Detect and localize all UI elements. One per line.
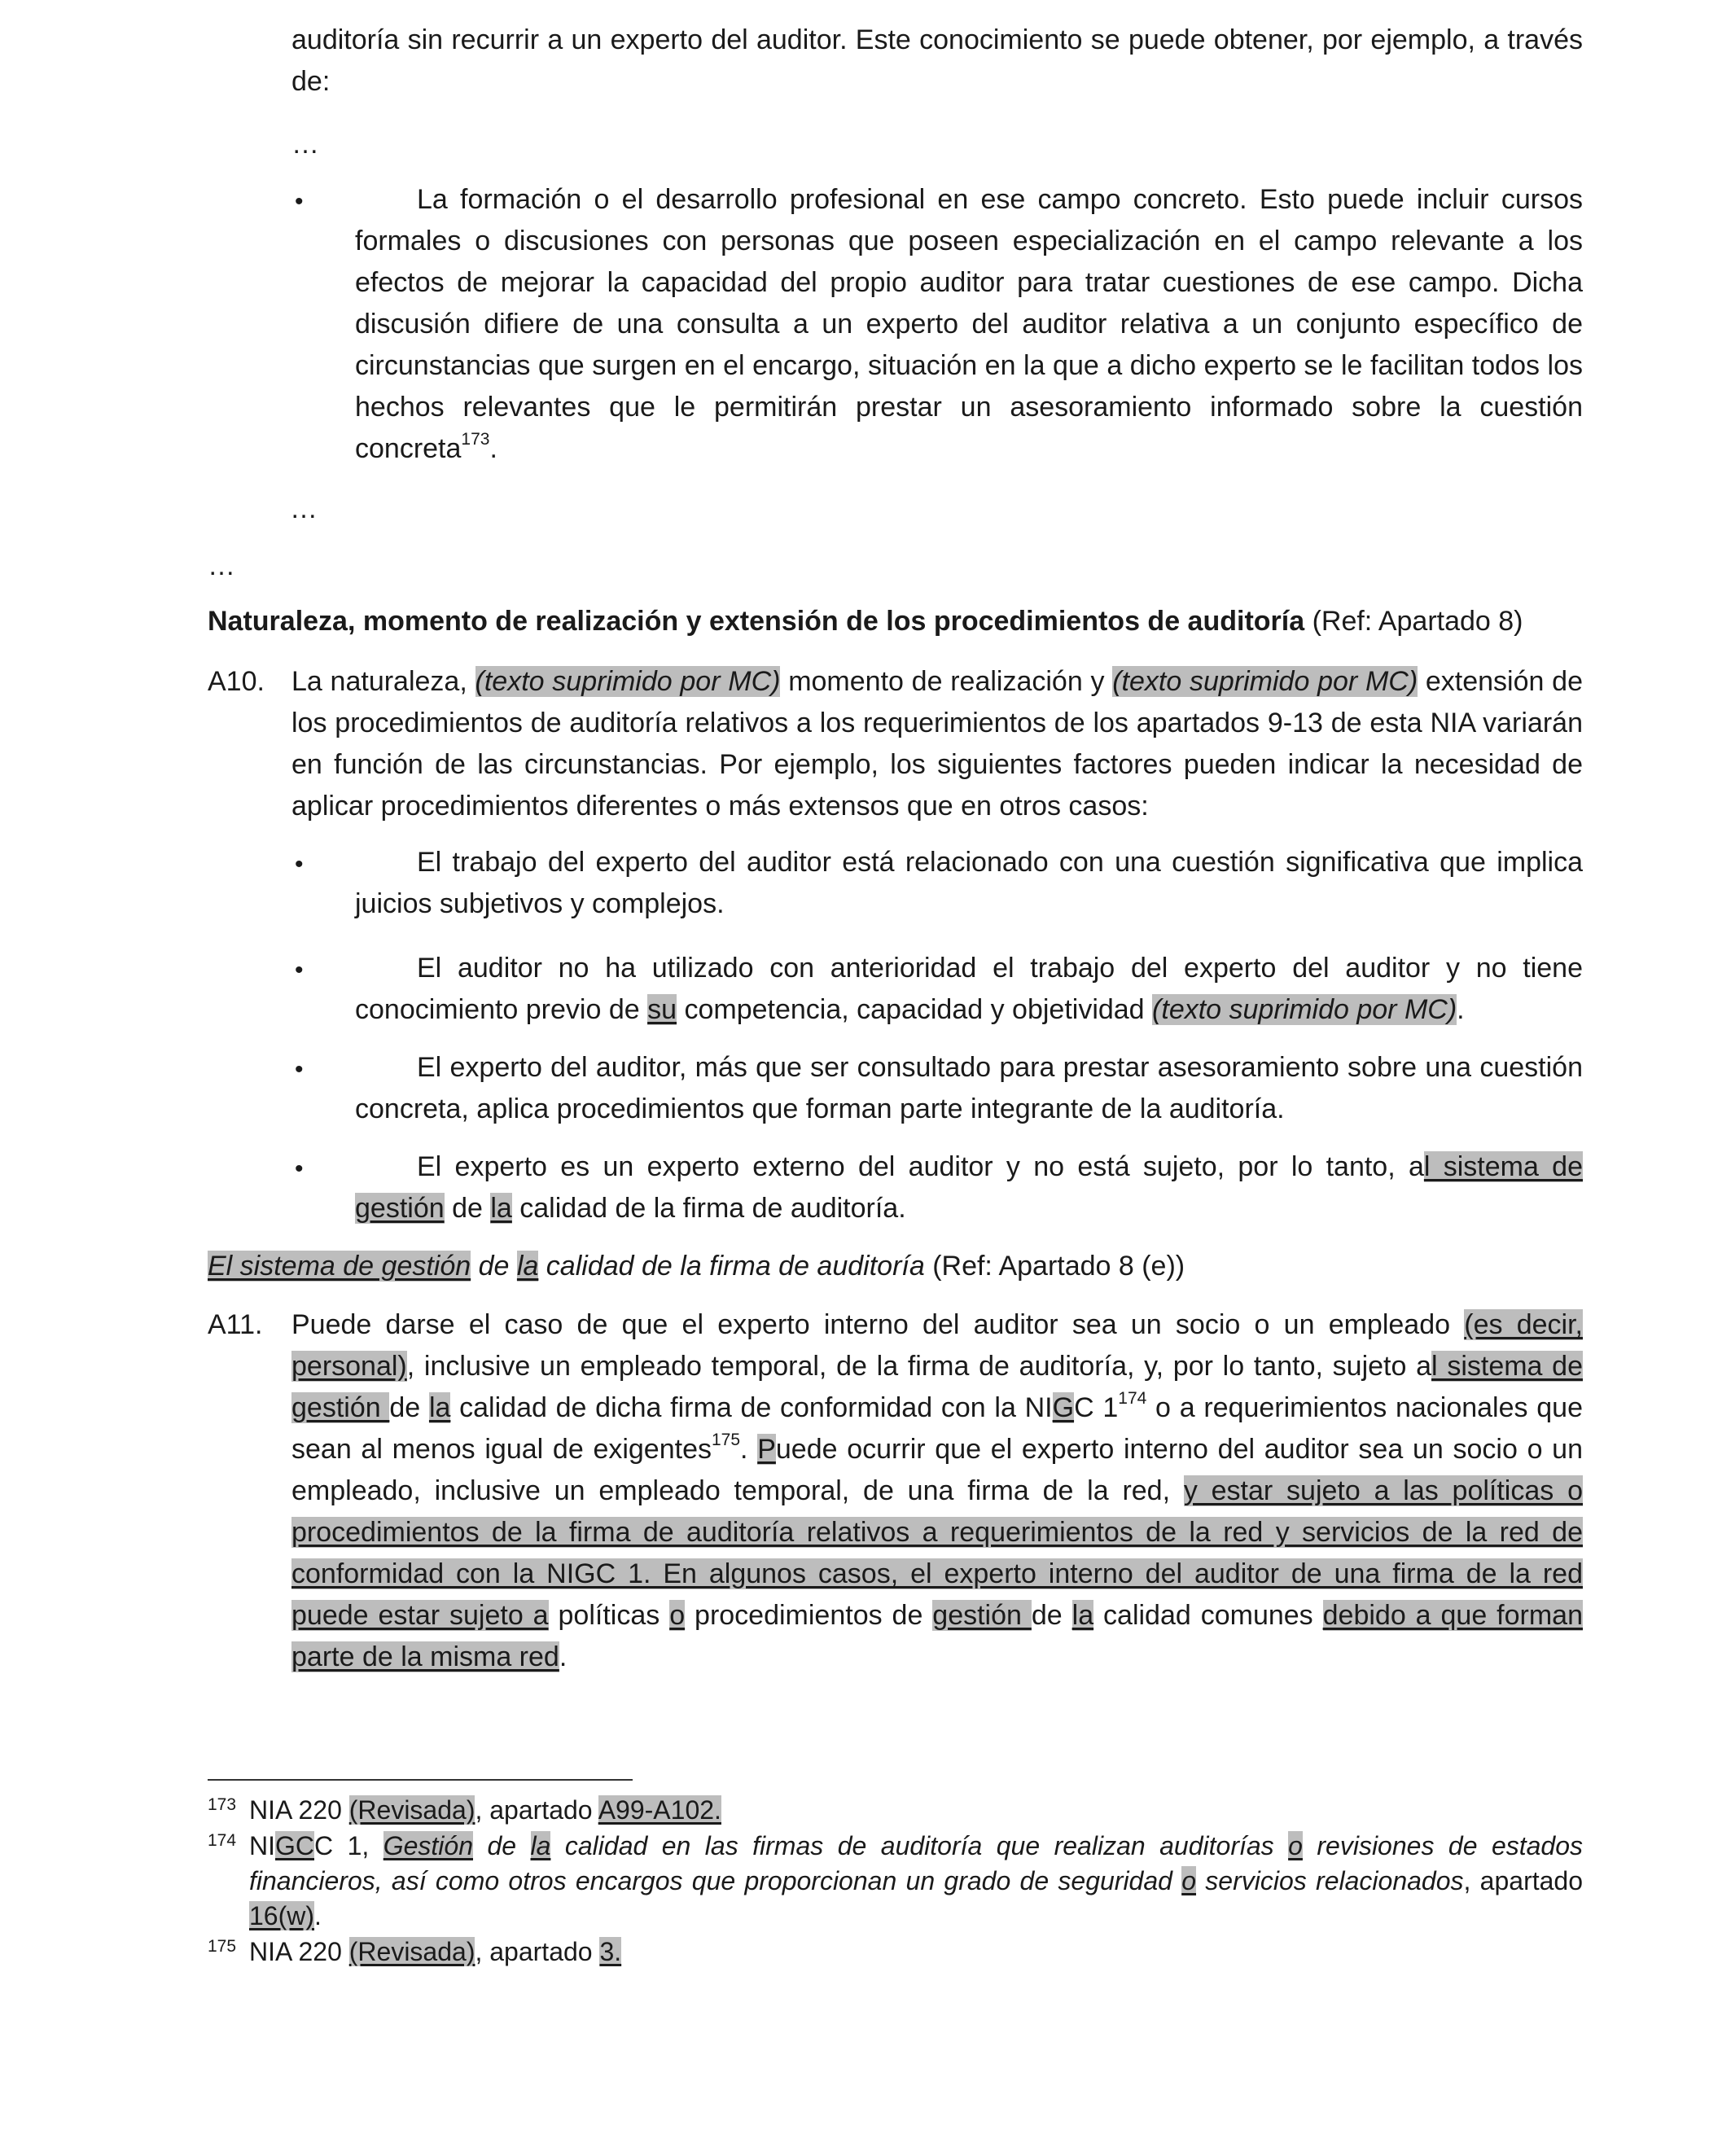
footnote-separator [208, 1779, 633, 1781]
deleted-text-marker: (texto suprimido por MC) [1112, 666, 1418, 697]
footnote-number-173: 173 [208, 1795, 237, 1814]
paragraph-a10: La naturaleza, (texto suprimido por MC) momento de realización y (texto suprimido por MC) extensión de los procedimientos de auditoría relativos a los requerimientos de los apartados 9-13 de esta NIA variarán en función de las circunstancias. Por ejemplo, los siguientes factores pueden indicar la necesidad de aplicar procedimientos diferentes o más extensos que en otros casos: [291, 666, 1583, 822]
bullet-marker: • [295, 851, 304, 878]
intro-paragraph [291, 20, 1583, 103]
footnote-173: NIA 220 (Revisada), apartado A99-A102. [249, 1795, 721, 1825]
a10-bullet-1: El trabajo del experto del auditor está relacionado con una cuestión significativa que implica juicios subjetivos y complejos. [355, 847, 1583, 919]
a10-bullet-2: El auditor no ha utilizado con anterioridad el trabajo del experto del auditor y no tiene conocimiento previo de su competencia, capacidad y objetividad (texto suprimido por MC). [355, 953, 1583, 1025]
bullet-formacion: La formación o el desarrollo profesional en ese campo concreto. Esto puede incluir cursos formales o discusiones con personas que poseen especialización en el campo relevante a los efectos de mejorar la capacidad del propio auditor para tratar cuestiones de ese campo. Dicha discusión difiere de una consulta a un experto del auditor relativa a un conjunto específico de circunstancias que surgen en el encargo, situación en la que a dicho experto se le facilitan todos los hechos relevantes que le permitirán prestar un asesoramiento informado sobre la cuestión concreta$^{173}$. [355, 184, 1583, 464]
heading-title: Naturaleza, momento de realización y extensión de los procedimientos de auditoría [208, 606, 1305, 637]
a10-bullet-3: El experto del auditor, más que ser consultado para prestar asesoramiento sobre una cuestión concreta, aplica procedimientos que forman parte integrante de la auditoría. [355, 1052, 1583, 1124]
intro-text: auditoría sin recurrir a un experto del auditor. Este conocimiento se puede obtener, por ejemplo, a través de: [291, 24, 1583, 97]
bullet-marker: • [295, 188, 304, 215]
deleted-text-marker: (texto suprimido por MC) [475, 666, 781, 697]
bullet-marker: • [295, 1155, 304, 1182]
paragraph-number-a10: A10. [208, 666, 265, 697]
deleted-text-marker: (texto suprimido por MC) [1152, 994, 1457, 1025]
heading-ref: (Ref: Apartado 8) [1304, 606, 1523, 637]
footnote-175: NIA 220 (Revisada), apartado 3. [249, 1937, 622, 1966]
paragraph-a11: Puede darse el caso de que el experto interno del auditor sea un socio o un empleado (es decir, personal), inclusive un empleado temporal, de la firma de auditoría, y, por lo tanto, sujeto al sistema de gestión de la calidad de dicha firma de conformidad con la NIGC $1^{174}$ o a requerimientos nacionales que sean al menos igual de exigentes$^{175}$. Puede ocurrir que el experto interno del auditor sea un socio o un empleado, inclusive un empleado temporal, de una firma de la red, y estar sujeto a las políticas o procedimientos de la firma de auditoría relativos a requerimientos de la red y servicios de la red de conformidad con la NIGC 1. En algunos casos, el experto interno del auditor de una firma de la red puede estar sujeto a políticas o procedimientos de gestión de la calidad comunes debido a que forman parte de la misma red. [291, 1309, 1583, 1672]
paragraph-number-a11: A11. [208, 1309, 263, 1340]
footnote-number-174: 174 [208, 1831, 237, 1850]
ellipsis-1: … [291, 129, 319, 160]
section-heading-sistema-gestion: El sistema de gestión de la calidad de la firma de auditoría (Ref: Apartado 8 (e)) [208, 1251, 1185, 1282]
footnote-ref-174[interactable]: 174 [1118, 1388, 1147, 1408]
footnote-174: NIGCC 1, Gestión de la calidad en las firmas de auditoría que realizan auditorías o revisiones de estados financieros, así como otros encargos que proporcionan un grado de seguridad o servicios relacionados, apartado 16(w). [249, 1831, 1584, 1930]
ellipsis-2: … [290, 493, 318, 524]
footnote-number-175: 175 [208, 1937, 237, 1956]
bullet-marker: • [295, 1056, 304, 1083]
a10-bullet-4: El experto es un experto externo del auditor y no está sujeto, por lo tanto, al sistema de gestión de la calidad de la firma de auditoría. [355, 1151, 1583, 1224]
bullet-marker: • [295, 957, 304, 984]
footnote-ref-173[interactable]: 173 [461, 429, 490, 449]
ellipsis-3: … [208, 550, 235, 581]
section-heading-naturaleza [208, 601, 1592, 642]
footnote-ref-175[interactable]: 175 [712, 1430, 741, 1449]
heading-ref: (Ref: Apartado 8 (e)) [924, 1251, 1185, 1282]
